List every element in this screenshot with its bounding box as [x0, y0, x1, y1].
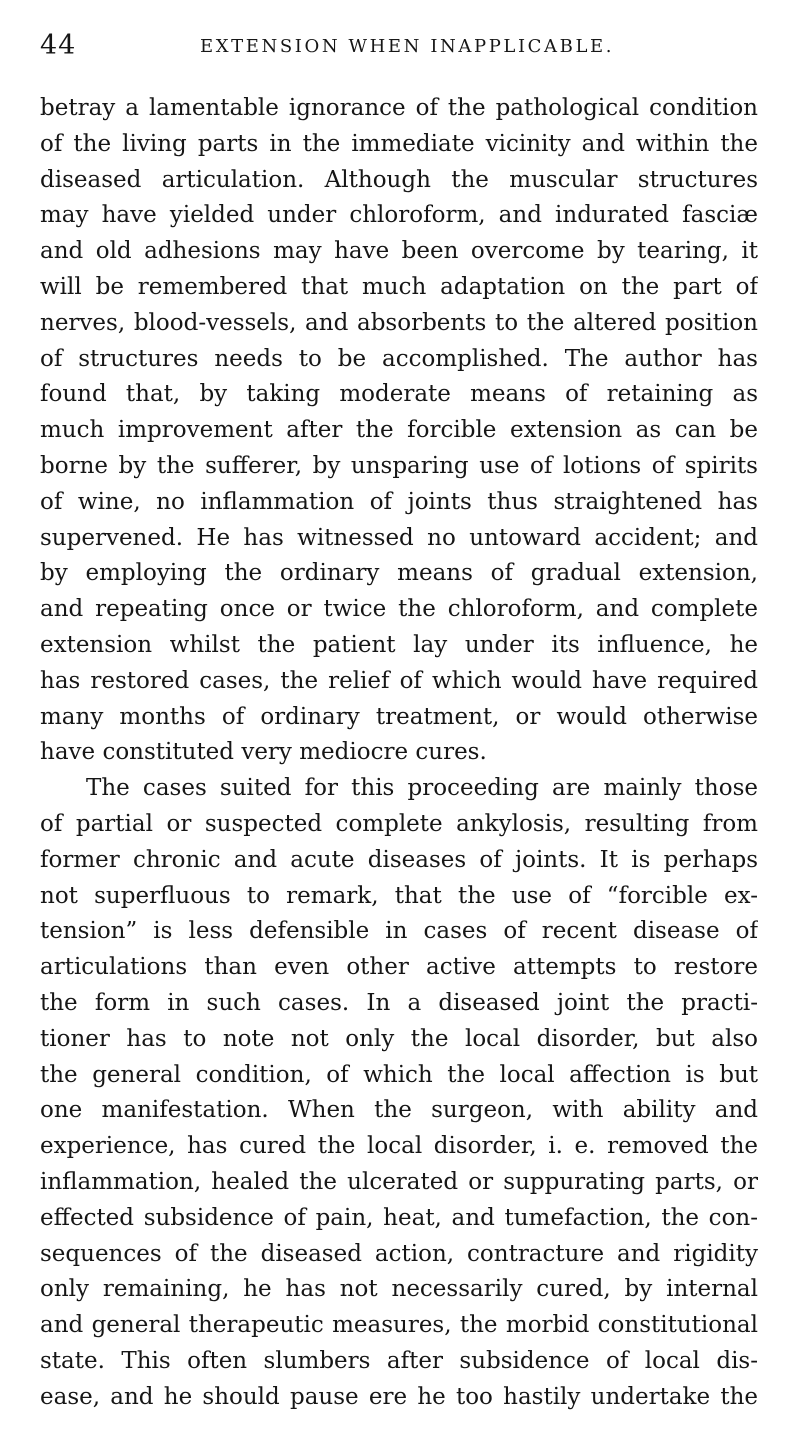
text-line: betray a lamentable ignorance of the pathological condition: [40, 95, 758, 121]
text-line: nerves, blood-vessels, and absorbents to the altered position: [40, 309, 758, 336]
text-line: tension” is less defensible in cases of recent disease of: [40, 918, 758, 945]
text-line-paragraph-end: have constituted very mediocre cures.: [40, 739, 487, 766]
text-line: of partial or suspected complete ankylosis, resulting from: [40, 810, 758, 837]
text-line: not superfluous to remark, that the use of “forcible ex-: [40, 882, 758, 909]
text-line: borne by the sufferer, by unsparing use of lotions of spirits: [40, 452, 758, 479]
text-line-paragraph-start: The cases suited for this proceeding are mainly those: [86, 775, 758, 802]
text-line: many months of ordinary treatment, or would otherwise: [40, 703, 758, 730]
text-line: and repeating once or twice the chloroform, and complete: [40, 596, 758, 623]
text-line: the general condition, of which the local affection is but: [40, 1061, 758, 1088]
text-line: extension whilst the patient lay under its influence, he: [40, 631, 758, 658]
text-line: by employing the ordinary means of gradual extension,: [40, 560, 758, 587]
text-line: of the living parts in the immediate vicinity and within the: [40, 130, 758, 157]
page-number: 44: [40, 30, 77, 61]
text-line: found that, by taking moderate means of retaining as: [40, 381, 758, 408]
text-line: of wine, no inflammation of joints thus straightened has: [40, 488, 758, 515]
text-line: ease, and he should pause ere he too hastily undertake the: [40, 1383, 758, 1410]
body-text: [40, 91, 758, 1415]
text-line: of structures needs to be accomplished. The author has: [40, 345, 758, 372]
text-line: only remaining, he has not necessarily cured, by internal: [40, 1276, 758, 1303]
running-head: EXTENSION WHEN INAPPLICABLE.: [200, 36, 615, 57]
text-line: supervened. He has witnessed no untoward accident; and: [40, 524, 758, 551]
text-line: articulations than even other active attempts to restore: [40, 954, 758, 981]
text-line: effected subsidence of pain, heat, and tumefaction, the con-: [40, 1204, 758, 1231]
text-line: will be remembered that much adaptation on the part of: [40, 273, 758, 300]
text-line: diseased articulation. Although the muscular structures: [40, 166, 758, 193]
text-line: state. This often slumbers after subsidence of local dis-: [40, 1347, 758, 1374]
text-line: sequences of the diseased action, contracture and rigidity: [40, 1240, 758, 1267]
text-line: the form in such cases. In a diseased joint the practi-: [40, 989, 758, 1016]
text-line: inflammation, healed the ulcerated or suppurating parts, or: [40, 1168, 758, 1195]
text-line: and old adhesions may have been overcome by tearing, it: [40, 238, 758, 265]
text-line: has restored cases, the relief of which would have required: [40, 667, 758, 694]
text-line: much improvement after the forcible extension as can be: [40, 417, 758, 444]
text-line: former chronic and acute diseases of joints. It is perhaps: [40, 846, 758, 873]
text-line: may have yielded under chloroform, and indurated fasciæ: [40, 202, 758, 229]
text-line: tioner has to note not only the local disorder, but also: [40, 1025, 758, 1052]
text-line: and general therapeutic measures, the morbid constitutional: [40, 1312, 758, 1339]
text-line: experience, has cured the local disorder, i. e. removed the: [40, 1133, 758, 1160]
text-line: one manifestation. When the surgeon, with ability and: [40, 1097, 758, 1124]
page-header: [40, 30, 760, 70]
